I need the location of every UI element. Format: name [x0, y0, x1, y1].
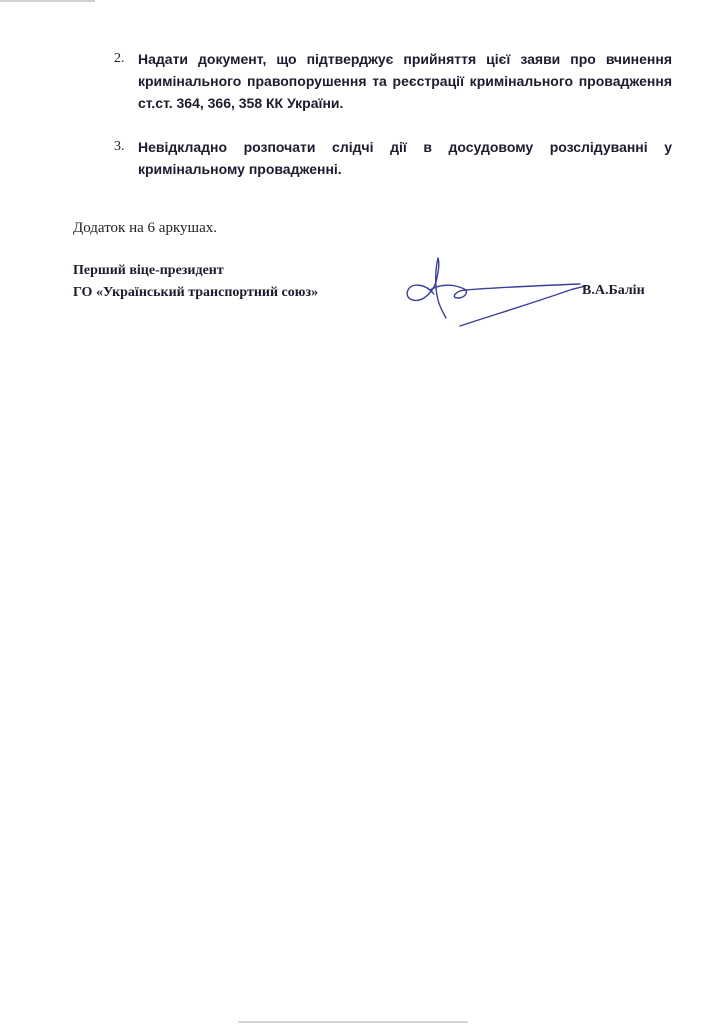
list-item [114, 48, 672, 114]
list-item-number: 2. [114, 51, 125, 66]
scan-edge-mark [0, 0, 95, 2]
signer-position: Перший віце-президент [73, 263, 224, 278]
signature-stroke [436, 258, 446, 318]
list-item [114, 136, 672, 180]
signature-stroke [466, 284, 580, 290]
list-item-number: 3. [114, 139, 125, 154]
list-item-text: Невідкладно розпочати слідчі дії в досудовому розслідуванні у кримінальному провадженні. [138, 139, 672, 177]
signature-stroke [407, 282, 436, 300]
list-item-text: Надати документ, що підтверджує прийняття цієї заяви про вчинення кримінального правопорушення та реєстрації кримінального провадження ст.ст. 364, 366, 358 КК України. [138, 51, 672, 111]
signer-organization: ГО «Український транспортний союз» [73, 285, 319, 300]
signature-stroke [430, 285, 466, 298]
signer-name: В.А.Балін [582, 283, 645, 298]
scan-edge-mark [238, 1021, 468, 1023]
signer-block [73, 260, 318, 304]
attachment-note: Додаток на 6 аркушах. [73, 220, 217, 236]
signature-stroke [460, 286, 586, 326]
request-list [114, 48, 672, 180]
handwritten-signature [400, 254, 590, 330]
